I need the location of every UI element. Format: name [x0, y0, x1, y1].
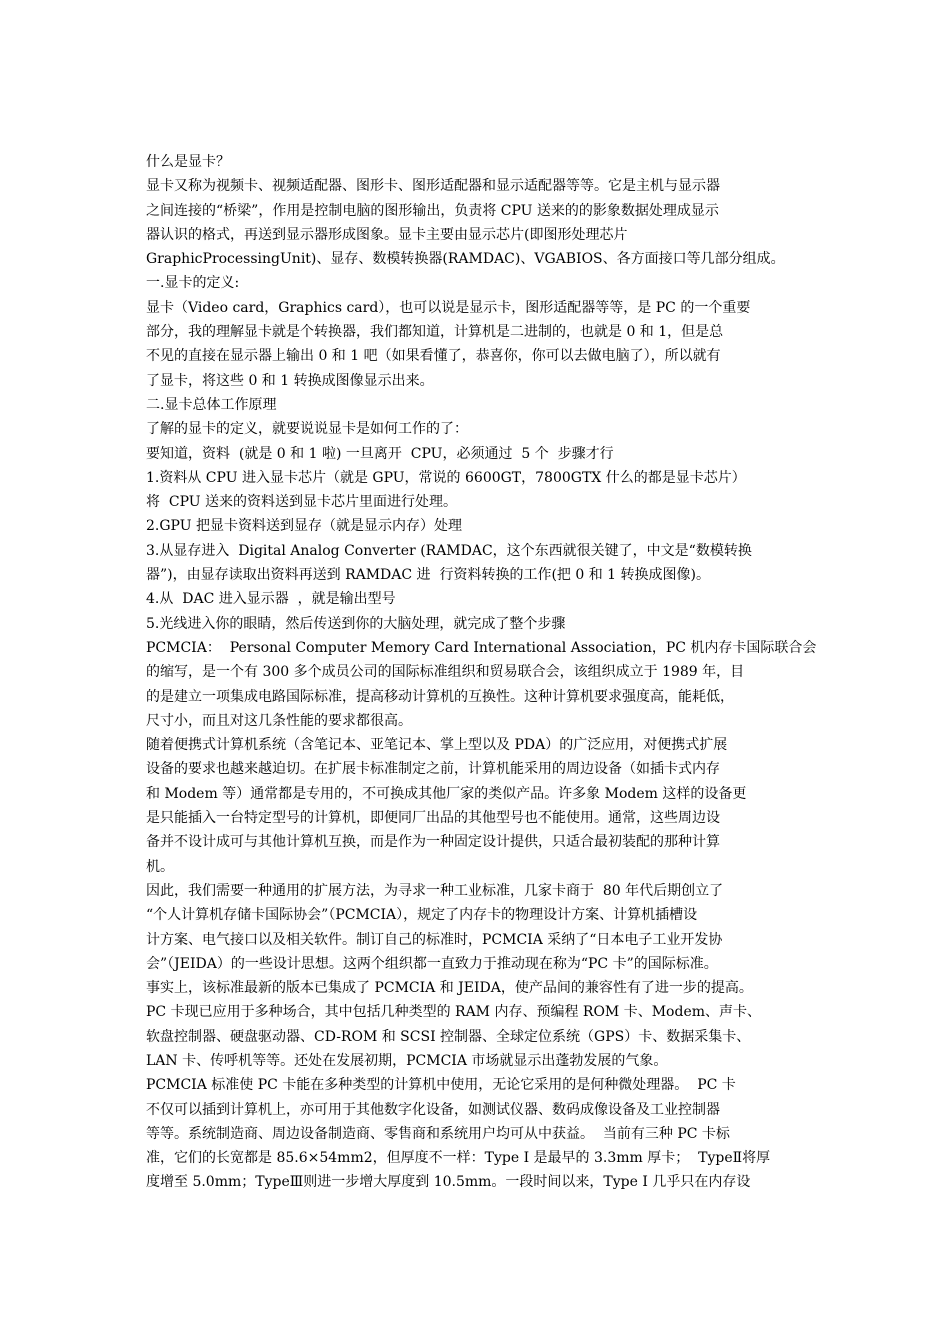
section-heading-definition: 一.显卡的定义:	[146, 275, 240, 292]
text-line: 的是建立一项集成电路国际标准，提高移动计算机的互换性。这种计算机要求强度高，能耗低，	[146, 688, 734, 705]
section-heading-working-principle: 二.显卡总体工作原理	[146, 396, 277, 413]
text-line: GraphicProcessingUnit)、显存、数模转换器(RAMDAC)、VGABIOS、各方面接口等几部分组成。	[146, 251, 785, 268]
text-line: 等等。系统制造商、周边设备制造商、零售商和系统用户均可从中获益。 当前有三种 PC 卡标	[146, 1125, 730, 1142]
text-line: 不仅可以插到计算机上，亦可用于其他数字化设备，如测试仪器、数码成像设备及工业控制器	[146, 1101, 720, 1118]
text-line: PC 卡现已应用于多种场合，其中包括几种类型的 RAM 内存、预编程 ROM 卡、Modem、声卡、	[146, 1004, 762, 1021]
text-line: 机。	[146, 858, 174, 875]
text-line: PCMCIA 标准使 PC 卡能在多种类型的计算机中使用，无论它采用的是何种微处理器。 PC 卡	[146, 1077, 736, 1094]
text-line: 事实上，该标准最新的版本已集成了 PCMCIA 和 JEIDA，使产品间的兼容性有了进一步的提高。	[146, 980, 753, 997]
step-5: 5.光线进入你的眼睛，然后传送到你的大脑处理，就完成了整个步骤	[146, 615, 566, 632]
text-line: 之间连接的“桥梁”，作用是控制电脑的图形输出，负责将 CPU 送来的的影象数据处理成显示	[146, 202, 719, 219]
text-line: 的缩写，是一个有 300 多个成员公司的国际标准组织和贸易联合会，该组织成立于 1989 年，目	[146, 664, 745, 681]
text-line: 度增至 5.0mm；TypeⅢ则进一步增大厚度到 10.5mm。一段时间以来，Type I 几乎只在内存设	[146, 1174, 751, 1191]
text-line: 是只能插入一台特定型号的计算机，即便同厂出品的其他型号也不能使用。通常，这些周边设	[146, 810, 720, 827]
text-line: 和 Modem 等）通常都是专用的，不可换成其他厂家的类似产品。许多象 Modem 这样的设备更	[146, 785, 747, 802]
step-2: 2.GPU 把显卡资料送到显存（就是显示内存）处理	[146, 518, 462, 535]
text-line: 了显卡，将这些 0 和 1 转换成图像显示出来。	[146, 372, 434, 389]
text-line: 器”)，由显存读取出资料再送到 RAMDAC 进 行资料转换的工作(把 0 和 1 转换成图像)。	[146, 567, 710, 584]
step-4: 4.从 DAC 进入显示器 ，就是输出型号	[146, 591, 396, 608]
text-line: 将 CPU 送来的资料送到显卡芯片里面进行处理。	[146, 494, 458, 511]
heading-what-is-graphics-card: 什么是显卡？	[146, 154, 230, 170]
text-line: 准，它们的长宽都是 85.6×54mm2，但厚度不一样：Type I 是最早的 3.3mm 厚卡； TypeⅡ将厚	[146, 1150, 771, 1167]
text-line: 了解的显卡的定义，就要说说显卡是如何工作的了：	[146, 421, 468, 438]
text-line: 不见的直接在显示器上输出 0 和 1 吧（如果看懂了，恭喜你，你可以去做电脑了），所以就有	[146, 348, 721, 365]
step-3: 3.从显存进入 Digital Analog Converter (RAMDAC，这个东西就很关键了，中文是“数模转换	[146, 542, 752, 559]
step-1: 1.资料从 CPU 进入显卡芯片（就是 GPU，常说的 6600GT，7800GTX 什么的都是显卡芯片）	[146, 469, 746, 486]
text-line: “个人计算机存储卡国际协会”（PCMCIA），规定了内存卡的物理设计方案、计算机插槽设	[146, 907, 698, 924]
text-line: 计方案、电气接口以及相关软件。制订自己的标准时，PCMCIA 采纳了“日本电子工业开发协	[146, 931, 723, 948]
text-line: 会”（JEIDA）的一些设计思想。这两个组织都一直致力于推动现在称为“PC 卡”的国际标准。	[146, 955, 718, 972]
text-line: 部分，我的理解显卡就是个转换器，我们都知道，计算机是二进制的，也就是 0 和 1，但是总	[146, 324, 724, 341]
text-line: 因此，我们需要一种通用的扩展方法，为寻求一种工业标准，几家卡商于 80 年代后期创立了	[146, 882, 724, 899]
text-line: 尺寸小，而且对这几条性能的要求都很高。	[146, 712, 412, 729]
text-line: 显卡（Video card，Graphics card），也可以说是显示卡，图形适配器等等，是 PC 的一个重要	[146, 299, 751, 316]
text-line: 显卡又称为视频卡、视频适配器、图形卡、图形适配器和显示适配器等等。它是主机与显示器	[146, 178, 720, 195]
text-line: PCMCIA： Personal Computer Memory Card International Association，PC 机内存卡国际联合会	[146, 639, 817, 656]
text-line: 随着便携式计算机系统（含笔记本、亚笔记本、掌上型以及 PDA）的广泛应用，对便携式扩展	[146, 737, 728, 754]
document-page	[146, 150, 818, 1195]
text-line: 软盘控制器、硬盘驱动器、CD-ROM 和 SCSI 控制器、全球定位系统（GPS）卡、数据采集卡、	[146, 1028, 751, 1045]
text-line: 要知道，资料 (就是 0 和 1 啦) 一旦离开 CPU，必须通过 5 个 步骤才行	[146, 445, 614, 462]
text-line: 设备的要求也越来越迫切。在扩展卡标准制定之前，计算机能采用的周边设备（如插卡式内存	[146, 761, 720, 778]
text-line: 备并不设计成可与其他计算机互换，而是作为一种固定设计提供，只适合最初装配的那种计算	[146, 834, 720, 851]
text-line: LAN 卡、传呼机等等。还处在发展初期，PCMCIA 市场就显示出蓬勃发展的气象。	[146, 1052, 668, 1069]
text-line: 器认识的格式，再送到显示器形成图象。显卡主要由显示芯片(即图形处理芯片	[146, 226, 628, 243]
